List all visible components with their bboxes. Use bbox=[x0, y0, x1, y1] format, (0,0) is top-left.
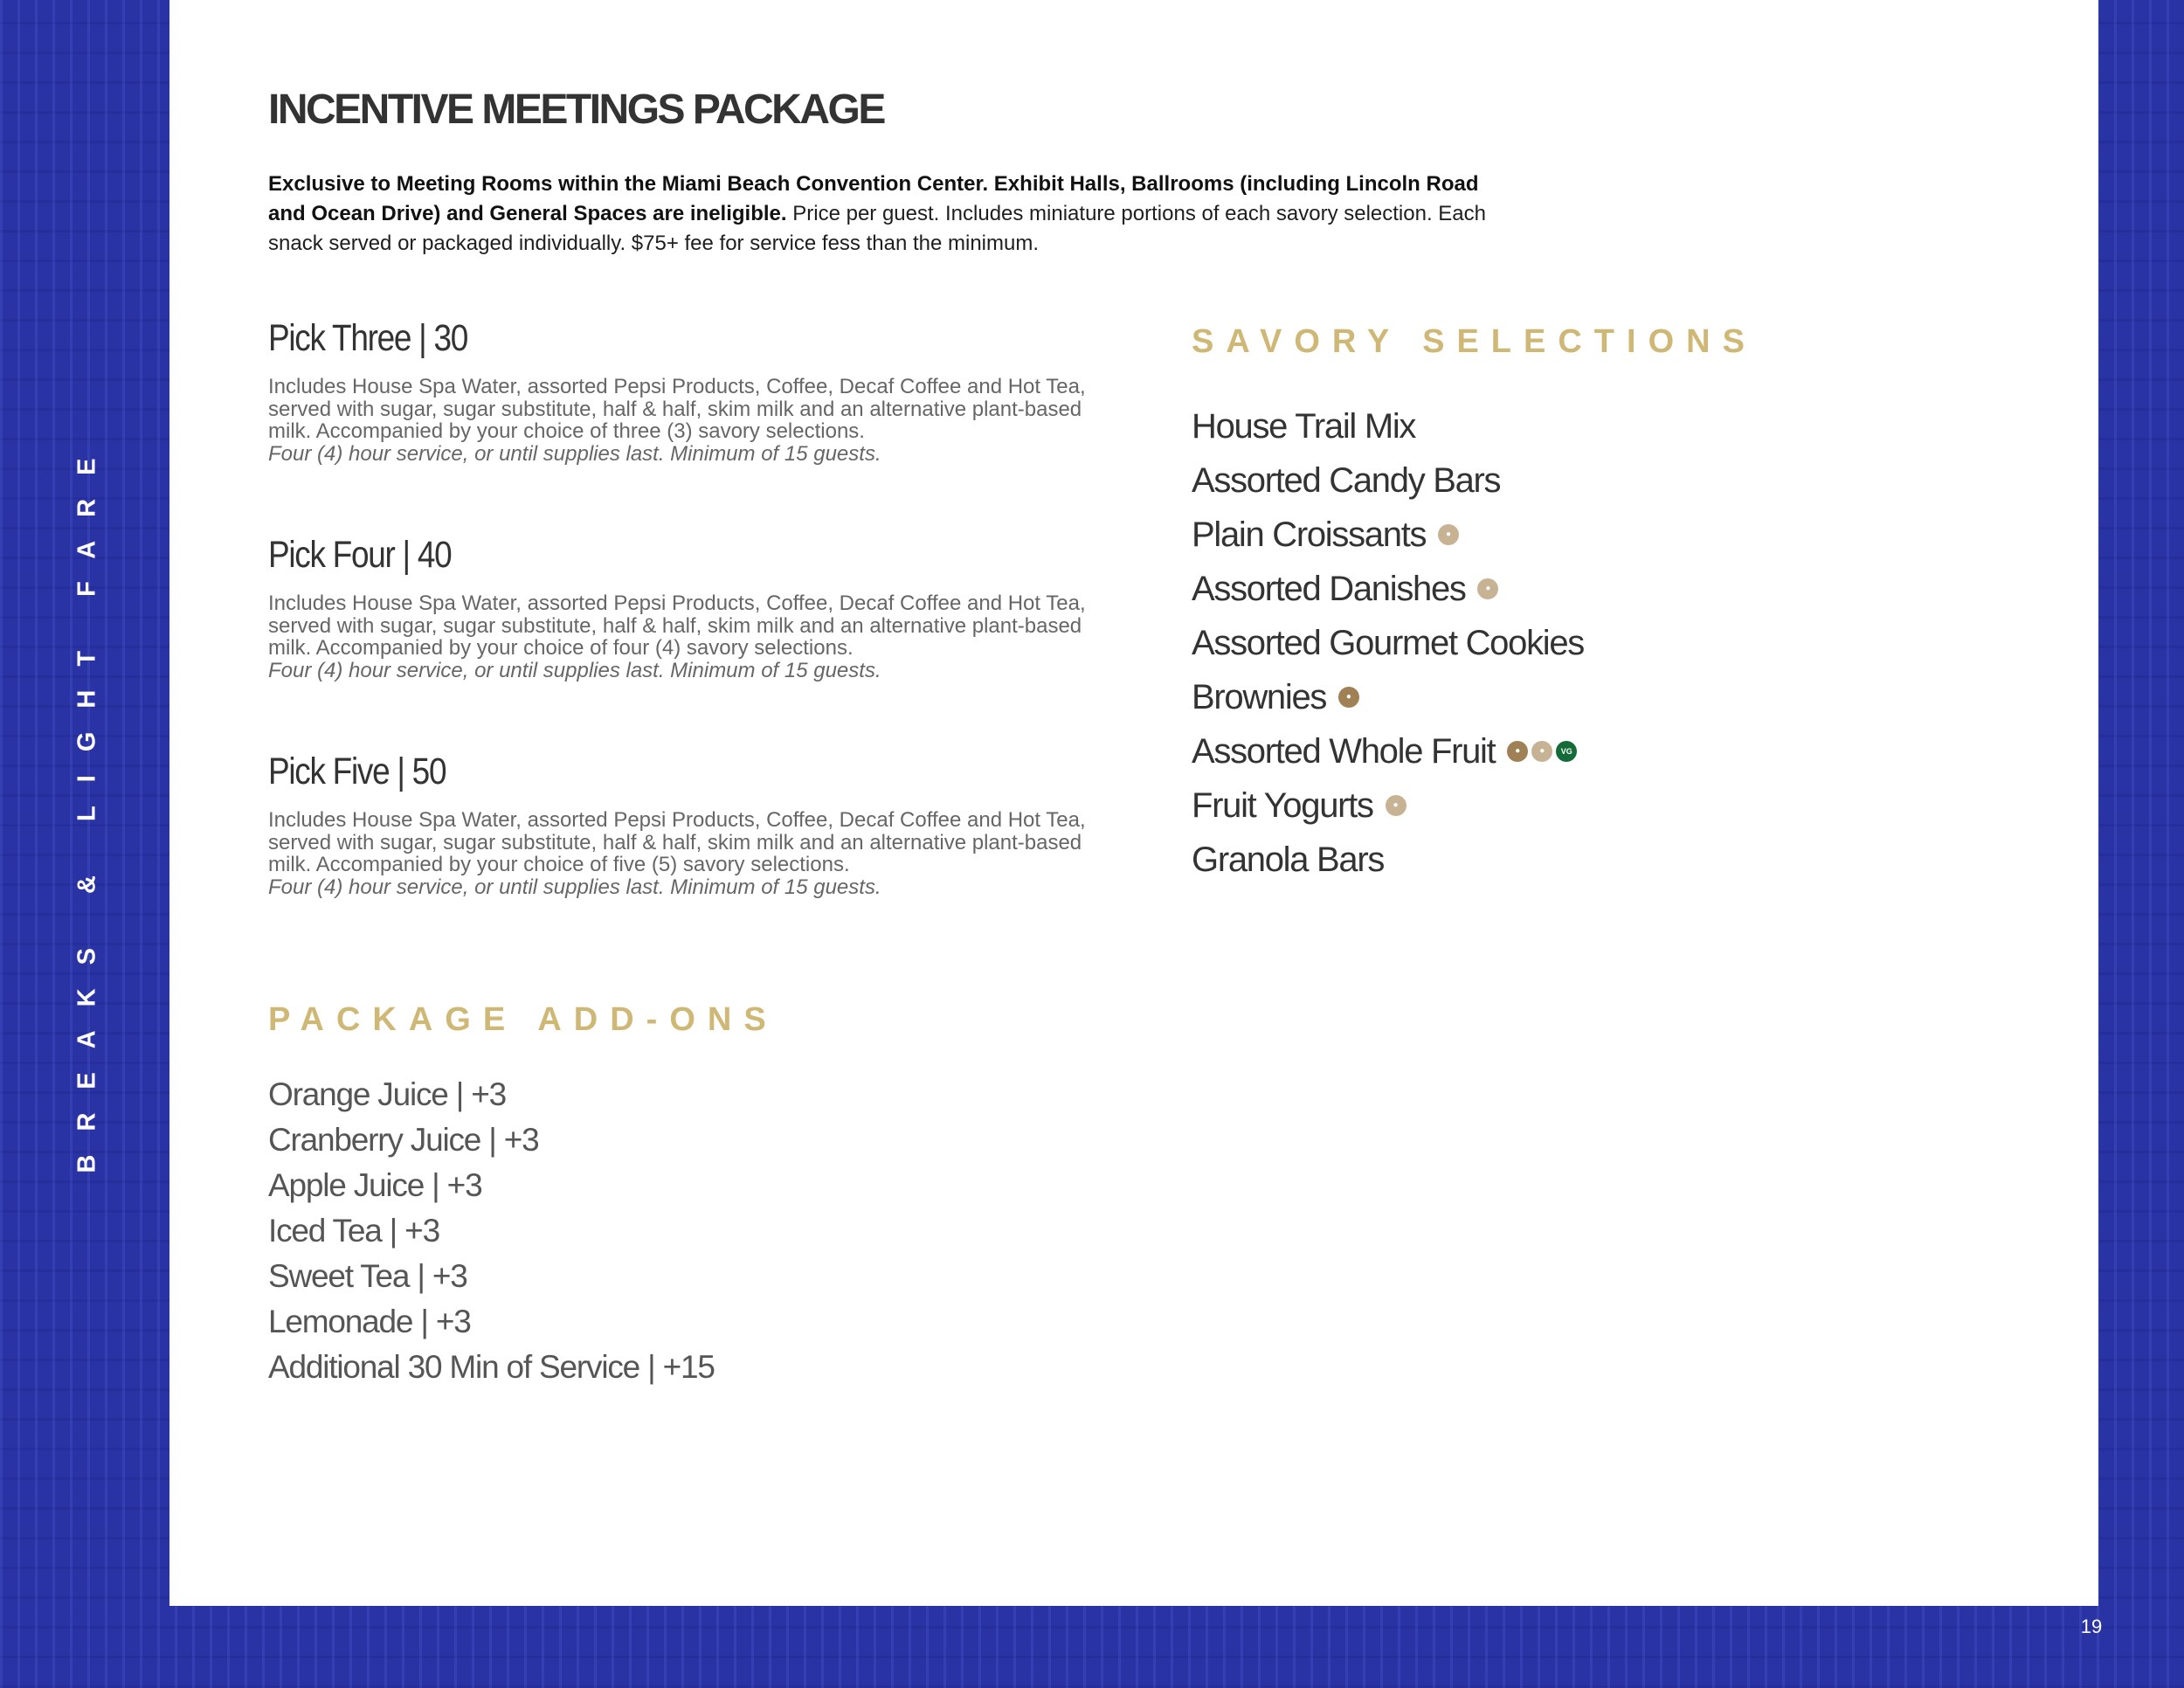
list-item: Assorted Candy Bars bbox=[1192, 461, 1501, 500]
package-title: Pick Four | 40 bbox=[268, 534, 452, 576]
intro-regular-text: Price per guest. Includes miniature portions of each savory selection. Each snack served or packaged individually. $75+ fee for service fess than the minimum. bbox=[268, 202, 1486, 255]
list-item: Additional 30 Min of Service | +15 bbox=[268, 1349, 715, 1385]
package-note: Four (4) hour service, or until supplies last. Minimum of 15 guests. bbox=[268, 658, 881, 682]
package-title: Pick Five | 50 bbox=[268, 751, 446, 792]
intro-bold-text: Exclusive to Meeting Rooms within the Miami Beach Convention Center. Exhibit Halls, Ballrooms (including Lincoln Road and Ocean Drive) and General Spaces are ineligible. bbox=[268, 172, 1479, 225]
gluten-free-icon: ● bbox=[1507, 741, 1528, 762]
intro-paragraph bbox=[268, 169, 1509, 259]
list-item: Sweet Tea | +3 bbox=[268, 1258, 467, 1294]
package-note: Four (4) hour service, or until supplies last. Minimum of 15 guests. bbox=[268, 441, 881, 466]
list-item: Plain Croissants ● bbox=[1192, 513, 1584, 567]
package-pick-four bbox=[268, 534, 1107, 681]
list-item: Orange Juice | +3 bbox=[268, 1076, 507, 1112]
list-item: Apple Juice | +3 bbox=[268, 1167, 482, 1203]
dairy-free-icon: ● bbox=[1438, 524, 1459, 545]
page-title: INCENTIVE MEETINGS PACKAGE bbox=[268, 86, 884, 133]
list-item: Granola Bars bbox=[1192, 841, 1385, 879]
savory-selections-heading: SAVORY SELECTIONS bbox=[1192, 323, 1757, 360]
package-description: Includes House Spa Water, assorted Pepsi Products, Coffee, Decaf Coffee and Hot Tea, served with sugar, sugar substitute, half & half, skim milk and an alternative plant-based milk. Accompanied by your choice of four (4) savory selections. Four (4) hour service, or until supplies last. Minimum of 15 guests. bbox=[268, 591, 1086, 682]
list-item: Cranberry Juice | +3 bbox=[268, 1122, 539, 1158]
dairy-free-icon: ● bbox=[1386, 795, 1406, 816]
list-item: House Trail Mix bbox=[1192, 407, 1416, 446]
package-addons-heading: PACKAGE ADD-ONS bbox=[268, 1001, 778, 1038]
dairy-free-icon: ● bbox=[1477, 578, 1498, 599]
package-addons-list bbox=[268, 1074, 715, 1392]
package-pick-five bbox=[268, 751, 1107, 898]
side-section-label: BREAKS & LIGHT FARE bbox=[73, 434, 101, 1173]
package-description: Includes House Spa Water, assorted Pepsi Products, Coffee, Decaf Coffee and Hot Tea, served with sugar, sugar substitute, half & half, skim milk and an alternative plant-based milk. Accompanied by your choice of three (3) savory selections. Four (4) hour service, or until supplies last. Minimum of 15 guests. bbox=[268, 375, 1086, 466]
page-number: 19 bbox=[2080, 1615, 2103, 1637]
list-item: Iced Tea | +3 bbox=[268, 1213, 439, 1249]
list-item: Brownies ● bbox=[1192, 675, 1584, 730]
list-item: Assorted Whole Fruit ● ● VG bbox=[1192, 730, 1584, 784]
package-note: Four (4) hour service, or until supplies last. Minimum of 15 guests. bbox=[268, 875, 881, 899]
gluten-free-icon: ● bbox=[1338, 687, 1359, 708]
package-title: Pick Three | 30 bbox=[268, 317, 468, 359]
savory-selections-list bbox=[1192, 405, 1584, 892]
package-pick-three bbox=[268, 317, 1107, 465]
dairy-free-icon: ● bbox=[1531, 741, 1552, 762]
package-description: Includes House Spa Water, assorted Pepsi Products, Coffee, Decaf Coffee and Hot Tea, served with sugar, sugar substitute, half & half, skim milk and an alternative plant-based milk. Accompanied by your choice of five (5) savory selections. Four (4) hour service, or until supplies last. Minimum of 15 guests. bbox=[268, 808, 1086, 899]
list-item: Assorted Gourmet Cookies bbox=[1192, 624, 1584, 662]
list-item: Fruit Yogurts ● bbox=[1192, 784, 1584, 838]
list-item: Assorted Danishes ● bbox=[1192, 567, 1584, 621]
list-item: Lemonade | +3 bbox=[268, 1304, 471, 1339]
vegan-icon: VG bbox=[1556, 741, 1577, 762]
